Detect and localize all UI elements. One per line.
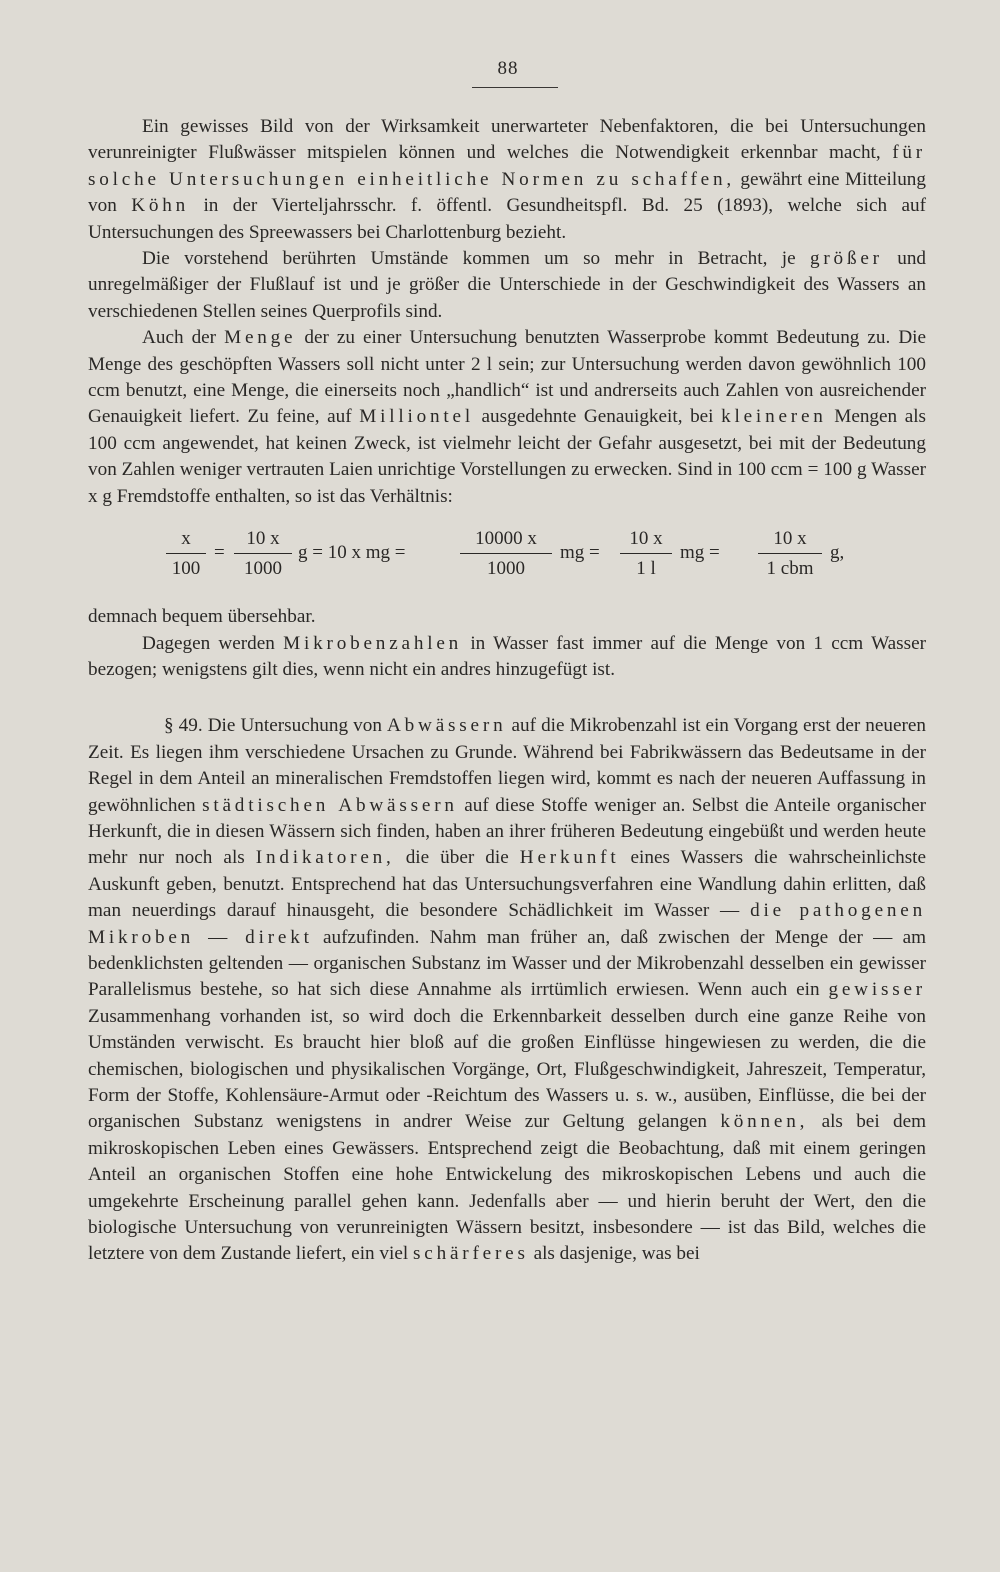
spaced-text: gewisser	[828, 979, 926, 1001]
text-run: in der Vierteljahrsschr. f. öffentl. Gesundheitspfl. Bd. 25 (1893), welche sich auf Untersuchungen des Spreewassers bei Charlottenburg bezieht.	[88, 195, 927, 243]
paragraph-uebersehbar: demnach bequem übersehbar.	[88, 606, 316, 628]
text-run: und unregelmäßiger der Flußlauf ist und je größer die Unterschiede in der Geschwindigkeit des Wassers an verschiedenen Stellen seines Querprofils sind.	[88, 248, 927, 322]
text-run: Dagegen werden	[142, 632, 275, 654]
spaced-text: Köhn	[131, 195, 190, 217]
fraction: x 100	[166, 526, 206, 582]
spaced-text: Indikatoren,	[255, 847, 395, 869]
spaced-text: können,	[720, 1111, 809, 1133]
fraction: 10 x 1 l	[620, 526, 672, 582]
text-run: eines Wassers die wahrscheinlichste Auskunft geben, benutzt. Entsprechend hat das Untersuchungsverfahren eine Wandlung dahin erlitten, daß man neuerdings darauf hinausgeht, die besondere Schädlichkeit im Wasser —	[88, 847, 927, 922]
text-run: in Wasser fast immer auf die Menge von 1 ccm Wasser bezogen; wenigstens gilt dies, wenn nicht ein andres hinzugefügt ist.	[88, 632, 927, 680]
section-49	[88, 713, 926, 1268]
formula-text: g,	[830, 542, 845, 564]
fraction: 10 x 1000	[234, 526, 292, 582]
spaced-text: Milliontel	[359, 406, 474, 428]
text-run: Mengen als 100 ccm angewendet, hat keinen Zweck, ist vielmehr leicht der Gefahr ausgesetzt, bei mit der Bedeutung von Zahlen weniger vertrauten Laien unrichtige Vorstellungen zu erwecken. Sind in 100 ccm = 100 g Wasser x g Fremdstoffe enthalten, so ist das Verhältnis:	[88, 406, 927, 507]
fraction: 10000 x 1000	[460, 526, 552, 582]
text-run: § 49. Die Untersuchung von	[164, 715, 382, 737]
spaced-text: für solche Untersuchungen einheitliche Normen zu schaffen,	[88, 142, 926, 190]
formula-text: mg =	[680, 542, 720, 564]
section-gap	[88, 683, 926, 713]
text-run: der zu einer Untersuchung benutzten Wasserprobe kommt Bedeutung zu. Die Menge des geschöpften Wassers soll nicht unter 2 l sein; zur Untersuchung werden davon gewöhnlich 100 ccm benutzt, eine Menge, die einerseits noch „handlich“ ist und andrerseits auch Zahlen von ausreichender Genauigkeit liefert. Zu feine, auf	[88, 327, 927, 428]
text-run: gewährt eine Mitteilung von	[88, 168, 926, 217]
paragraph-koehn	[88, 114, 926, 246]
ratio-formula	[88, 526, 926, 594]
formula-text: mg =	[560, 542, 600, 564]
spaced-text: größer	[809, 248, 883, 270]
page-number: 88	[497, 58, 519, 79]
text-run: auf die Mikrobenzahl ist ein Vorgang erst der neueren Zeit. Es liegen ihm verschiedene Ursachen zu Grunde. Während bei Fabrikwässern das Bedeutsame in der Regel in dem Anteil an mineralischen Fremdstoffen liegen wird, kommt es nach der neueren Auffassung in gewöhnlichen	[88, 715, 927, 816]
text-run: aufzufinden. Nahm man früher an, daß zwischen der Menge der — am bedenklichsten geltenden — organischen Substanz im Wasser und der Mikrobenzahl desselben ein gewisser Parallelismus bestehe, so hat sich diese Annahme als irrtümlich erwiesen. Wenn auch ein	[88, 926, 927, 1001]
spaced-text: kleineren	[721, 406, 827, 428]
text-run: als dasjenige, was bei	[533, 1243, 700, 1265]
paragraph-flusslauf	[88, 246, 926, 325]
text-run: Die vorstehend berührten Umstände kommen um so mehr in Betracht, je	[142, 248, 796, 270]
text-run: Zusammenhang vorhanden ist, so wird doch die Erkennbarkeit desselben durch eine ganze Reihe von Umständen verwischt. Es braucht hier bloß auf die großen Einflüsse hingewiesen zu werden, die die chemischen, biologischen und physikalischen Vorgänge, Ort, Flußgeschwindigkeit, Jahreszeit, Temperatur, Form der Stoffe, Kohlensäure-Armut oder -Reichtum des Wassers u. s. w., ausüben, Einflüsse, die bei der organischen Substanz wenigstens in andrer Weise zur Geltung gelangen	[88, 1005, 926, 1133]
equals-sign: =	[214, 542, 225, 564]
spaced-text: Menge	[224, 327, 297, 349]
text-run: auf diese Stoffe weniger an. Selbst die Anteile organischer Herkunft, die in diesen Wässern sich finden, haben an ihrer früheren Bedeutung eingebüßt und werden heute mehr nur noch als	[88, 794, 926, 869]
text-run: Auch der	[142, 327, 217, 349]
text-run: die über die	[405, 847, 509, 869]
text-run: Ein gewisses Bild von der Wirksamkeit unerwarteter Nebenfaktoren, die bei Untersuchungen verunreinigter Flußwässer mitspielen können und welches die Notwendigkeit erkennbar macht,	[88, 116, 926, 164]
spaced-text: Herkunft	[519, 847, 620, 869]
spaced-text: Mikrobenzahlen	[283, 632, 463, 654]
fraction: 10 x 1 cbm	[758, 526, 822, 582]
formula-text: g = 10 x mg =	[298, 542, 406, 564]
page-number-rule	[472, 87, 558, 88]
spaced-text: Abwässern	[387, 715, 507, 737]
spaced-text: städtischen Abwässern	[202, 794, 458, 816]
text-run: ausgedehnte Genauigkeit, bei	[481, 406, 714, 428]
paragraph-menge	[88, 325, 926, 510]
text-run: als bei dem mikroskopischen Leben eines Gewässers. Entsprechend zeigt die Beobachtung, daß mit einem geringen Anteil an organischen Stoffen eine hohe Entwickelung des mikroskopischen Lebens und auch die umgekehrte Erscheinung parallel gehen kann. Jedenfalls aber — und hierin beruht der Wert, den die biologische Untersuchung von verunreinigten Wässern besitzt, insbesondere — ist das Bild, welches die letztere von dem Zustande liefert, ein viel	[88, 1111, 927, 1265]
spaced-text: schärferes	[413, 1243, 529, 1265]
paragraph-mikrobenzahlen	[88, 631, 926, 684]
text-block	[88, 114, 926, 1268]
spaced-text: die pathogenen Mikroben — direkt	[88, 900, 926, 948]
